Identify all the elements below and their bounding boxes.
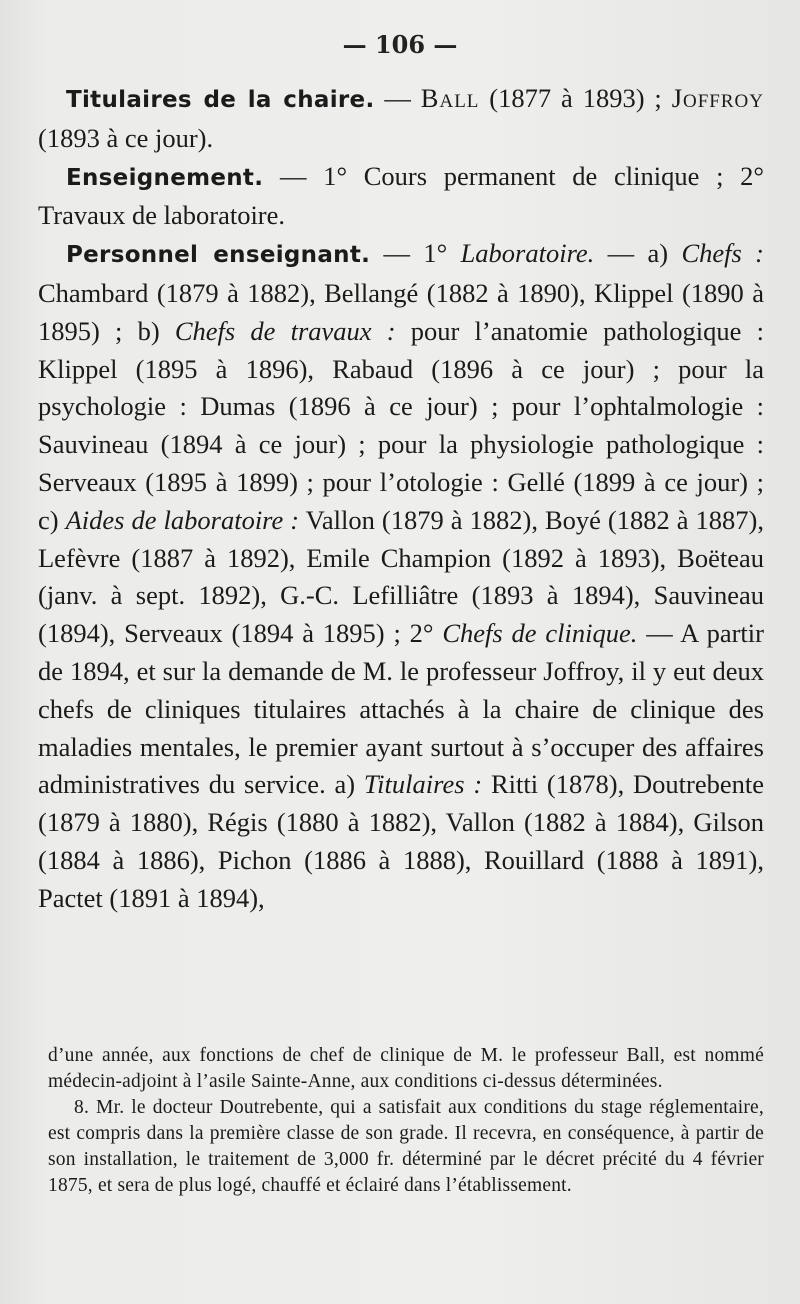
personnel-text-1: — 1° [370, 238, 461, 269]
chair-name-ball: Ball [420, 83, 480, 113]
enseignement-text: — 1° Cours permanent de clinique ; 2° Travaux de laboratoire. [38, 160, 764, 231]
chefs-de-travaux-heading: Chefs de travaux : [174, 315, 396, 346]
aides-heading: Aides de laboratoire : [65, 504, 300, 535]
personnel-paragraph [38, 235, 764, 917]
personnel-heading: Personnel enseignant. [66, 242, 371, 269]
personnel-text-2: — a) [594, 238, 682, 269]
chair-name-joffroy: Joffroy [671, 83, 764, 113]
chair-dash: — [374, 83, 421, 113]
main-text [38, 80, 764, 918]
footnote-continuation: d’une année, aux fonctions de chef de clinique de M. le professeur Ball, est nommé médecin-adjoint à l’asile Sainte-Anne, aux conditions ci-dessus déterminées. [48, 1045, 764, 1092]
personnel-text-6: — A partir de 1894, et sur la demande de M. le professeur Joffroy, il y eut deux chefs de cliniques titulaires attachés à la chaire de clinique des maladies mentales, le premier ayant surtout à s’occuper des affaires administratives du service. a) [38, 618, 764, 800]
personnel-text-4: pour l’anatomie pathologique : Klippel (1895 à 1896), Rabaud (1896 à ce jour) ; pour la psychologie : Dumas (1896 à ce jour) ; pour l’ophtalmologie : Sauvineau (1894 à ce jour) ; pour la physiologie pathologique : Serveaux (1895 à 1899) ; pour l’otologie : Gellé (1899 à ce jour) ; c) [38, 315, 764, 535]
personnel-text-7: Ritti (1878), Doutrebente (1879 à 1880), Régis (1880 à 1882), Vallon (1882 à 1884), Gilson (1884 à 1886), Pichon (1886 à 1888), Rouillard (1888 à 1891), Pactet (1891 à 1894), [38, 769, 764, 913]
enseignement-paragraph [38, 158, 764, 236]
enseignement-heading: Enseignement. [66, 164, 264, 191]
laboratoire-heading: Laboratoire. [460, 238, 595, 269]
chair-dates-joffroy: (1893 à ce jour). [38, 122, 214, 153]
chefs-de-clinique-heading: Chefs de clinique. [442, 618, 638, 649]
footnotes [48, 1043, 764, 1199]
chair-heading: Titulaires de la chaire. [66, 87, 375, 113]
chefs-heading: Chefs : [681, 238, 764, 269]
chair-dates-ball: (1877 à 1893) ; [479, 83, 672, 113]
personnel-text-5: Vallon (1879 à 1882), Boyé (1882 à 1887), Lefèvre (1887 à 1892), Emile Champion (1892 à 1893), Boëteau (janv. à sept. 1892), G.-C. Lefilliâtre (1893 à 1894), Sauvineau (1894), Serveaux (1894 à 1895) ; 2° [38, 504, 764, 649]
personnel-text-3: Chambard (1879 à 1882), Bellangé (1882 à 1890), Klippel (1890 à 1895) ; b) [38, 277, 764, 346]
footnote-8: 8. Mr. le docteur Doutrebente, qui a satisfait aux conditions du stage réglementaire, est compris dans la première classe de son grade. Il recevra, en conséquence, à partir de son installation, le traitement de 3,000 fr. déterminé par le décret précité du 4 février 1875, et sera de plus logé, chauffé et éclairé dans l’établissement. [48, 1097, 764, 1196]
chair-paragraph [38, 80, 764, 158]
titulaires-heading: Titulaires : [363, 769, 483, 800]
page-number: — 106 — [342, 30, 458, 59]
